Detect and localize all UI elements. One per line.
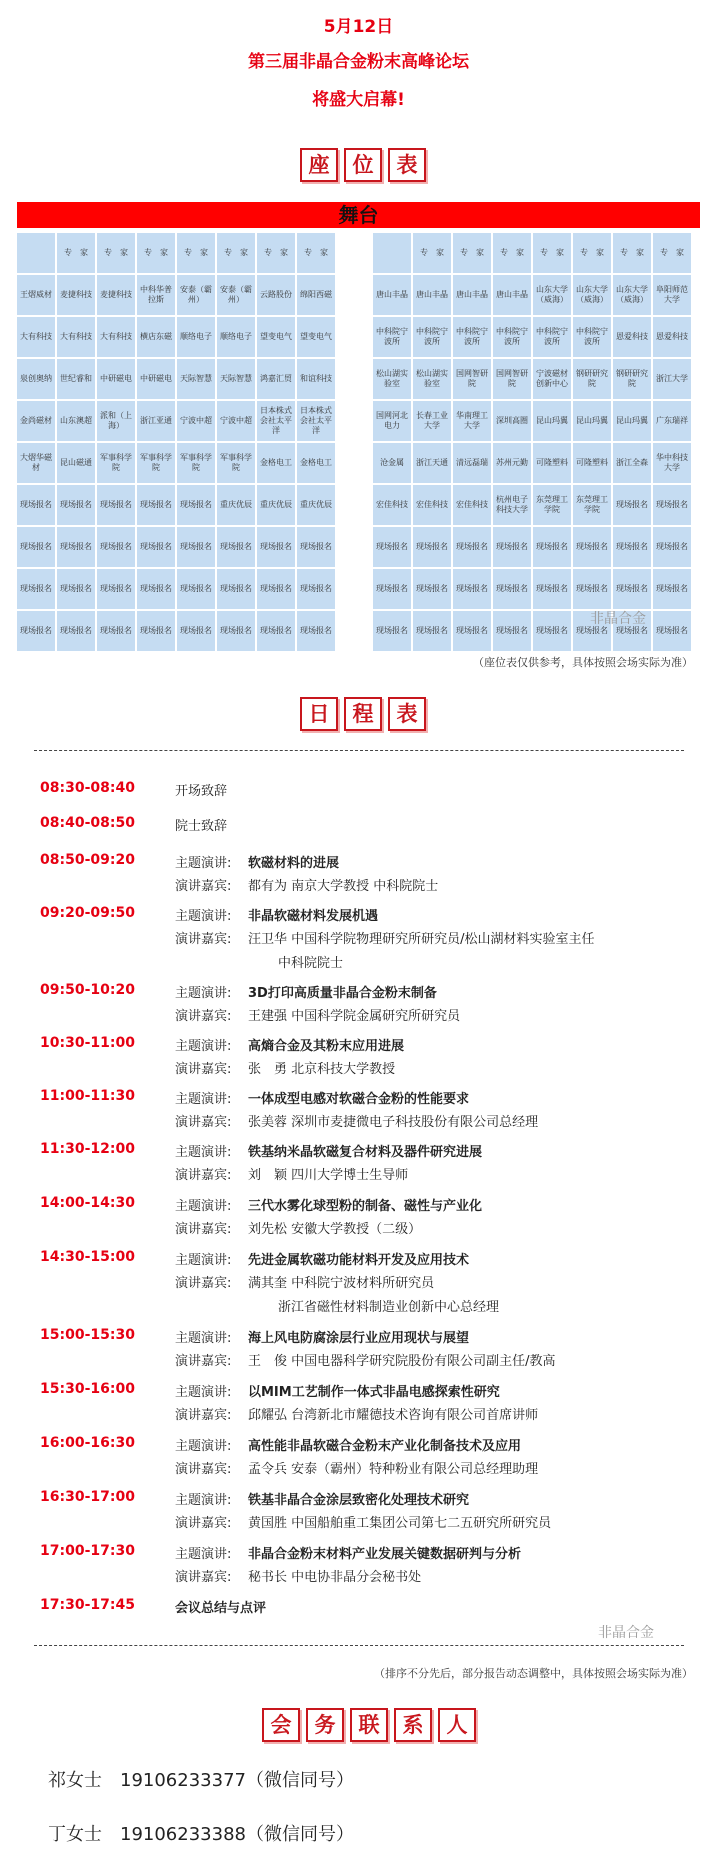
seat-cell: 现场报名 [613, 569, 651, 609]
seat-cell: 绵阳西磁 [297, 275, 335, 315]
schedule-label: 主题演讲: [175, 1331, 232, 1346]
seat-cell: 大有科技 [97, 317, 135, 357]
seat-cell: 现场报名 [533, 569, 571, 609]
seat-cell: 现场报名 [373, 569, 411, 609]
schedule-time: 11:30-12:00 [40, 1141, 135, 1157]
seat-cell: 宏佳科技 [453, 485, 491, 525]
seat-cell: 现场报名 [57, 485, 95, 525]
seat-cell: 唐山丰晶 [453, 275, 491, 315]
seat-cell: 可隆塑料 [533, 443, 571, 483]
seat-cell: 专 家 [137, 233, 175, 273]
speaker-info: 刘 颖 四川大学博士生导师 [248, 1168, 409, 1183]
event-title: 第三届非晶合金粉末高峰论坛 [248, 52, 469, 72]
schedule-label: 主题演讲: [175, 856, 232, 871]
seat-cell: 麦捷科技 [97, 275, 135, 315]
seat-cell: 现场报名 [137, 527, 175, 567]
divider [34, 750, 684, 751]
seat-cell: 重庆优辰 [257, 485, 295, 525]
schedule-time: 14:00-14:30 [40, 1195, 135, 1211]
seat-cell: 国网智研院 [453, 359, 491, 399]
seat-cell: 顺络电子 [217, 317, 255, 357]
seat-cell: 昆山磁通 [57, 443, 95, 483]
seat-cell: 军事科学院 [177, 443, 215, 483]
speaker-info: 汪卫华 中国科学院物理研究所研究员/松山湖材料实验室主任 [248, 932, 595, 947]
schedule-label: 主题演讲: [175, 1092, 232, 1107]
seat-cell: 专 家 [257, 233, 295, 273]
schedule-row [40, 982, 690, 1004]
seat-cell: 现场报名 [177, 527, 215, 567]
seat-cell: 王熠威材 [17, 275, 55, 315]
seat-grid-right [373, 233, 691, 651]
seat-cell: 中科院宁波所 [373, 317, 411, 357]
seat-cell: 国网河北电力 [373, 401, 411, 441]
seat-cell: 杭州电子科技大学 [493, 485, 531, 525]
seat-title-char: 座 [300, 148, 338, 182]
speaker-info: 刘先松 安徽大学教授（二级） [248, 1222, 422, 1237]
seat-cell: 现场报名 [493, 611, 531, 651]
schedule-row [40, 905, 690, 927]
schedule-time: 17:00-17:30 [40, 1543, 135, 1559]
schedule-label: 演讲嘉宾: [175, 1222, 232, 1237]
seat-cell: 国网智研院 [493, 359, 531, 399]
seat-cell: 现场报名 [653, 611, 691, 651]
seat-cell: 金格电工 [297, 443, 335, 483]
schedule-row [40, 815, 690, 837]
schedule-row [40, 1350, 690, 1372]
talk-topic: 铁基纳米晶软磁复合材料及器件研究进展 [248, 1145, 483, 1160]
schedule-label: 演讲嘉宾: [175, 1570, 232, 1585]
seat-cell: 军事科学院 [137, 443, 175, 483]
contact-2: 丁女士 19106233388（微信同号） [48, 1824, 354, 1845]
seat-cell: 中科院宁波所 [533, 317, 571, 357]
seat-cell: 军事科学院 [217, 443, 255, 483]
seat-cell: 山东澳超 [57, 401, 95, 441]
schedule-row [40, 852, 690, 874]
seat-cell: 中科院宁波所 [573, 317, 611, 357]
schedule-row [40, 1218, 690, 1240]
schedule-time: 09:50-10:20 [40, 982, 135, 998]
seat-cell: 现场报名 [453, 611, 491, 651]
seat-title-char: 位 [344, 148, 382, 182]
seat-cell: 望变电气 [257, 317, 295, 357]
seat-cell: 专 家 [653, 233, 691, 273]
seat-cell: 现场报名 [57, 527, 95, 567]
seat-cell: 现场报名 [17, 611, 55, 651]
seat-cell: 重庆优辰 [217, 485, 255, 525]
seat-cell: 山东大学（威海） [613, 275, 651, 315]
schedule-row [40, 1111, 690, 1133]
seat-cell: 望变电气 [297, 317, 335, 357]
schedule-row [40, 1404, 690, 1426]
seat-cell: 现场报名 [493, 527, 531, 567]
schedule-row [40, 928, 690, 950]
schedule-time: 17:30-17:45 [40, 1597, 135, 1613]
schedule-label: 开场致辞 [175, 784, 228, 799]
seat-cell: 昆山玛翼 [533, 401, 571, 441]
seat-cell: 现场报名 [533, 527, 571, 567]
speaker-info: 中科院院士 [278, 956, 344, 971]
schedule-row [40, 1381, 690, 1403]
event-date: 5月12日 [323, 17, 394, 37]
seat-cell: 现场报名 [373, 527, 411, 567]
contact-title-char: 务 [306, 1708, 344, 1742]
seat-cell: 大有科技 [57, 317, 95, 357]
schedule-row [40, 1597, 690, 1619]
schedule-row [40, 875, 690, 897]
schedule-label: 演讲嘉宾: [175, 1516, 232, 1531]
seat-cell: 中科院宁波所 [413, 317, 451, 357]
schedule-row [40, 1296, 690, 1318]
schedule-row [40, 1141, 690, 1163]
seat-cell: 现场报名 [137, 611, 175, 651]
seat-cell: 泉创奥纳 [17, 359, 55, 399]
schedule-row [40, 1088, 690, 1110]
seat-cell: 现场报名 [613, 485, 651, 525]
talk-topic: 海上风电防腐涂层行业应用现状与展望 [248, 1331, 470, 1346]
talk-topic: 非晶合金粉末材料产业发展关键数据研判与分析 [248, 1547, 522, 1562]
seat-cell: 日本株式会社太平洋 [297, 401, 335, 441]
seat-cell: 唐山丰晶 [493, 275, 531, 315]
schedule-row [40, 1195, 690, 1217]
seat-cell: 云路股份 [257, 275, 295, 315]
seat-cell: 现场报名 [413, 611, 451, 651]
seat-cell: 钢研研究院 [573, 359, 611, 399]
speaker-info: 孟令兵 安泰（霸州）特种粉业有限公司总经理助理 [248, 1462, 539, 1477]
seat-cell: 清远磊瑞 [453, 443, 491, 483]
contact-title [262, 1708, 476, 1742]
seat-cell: 现场报名 [177, 485, 215, 525]
schedule-label: 演讲嘉宾: [175, 1276, 232, 1291]
seat-cell: 现场报名 [177, 611, 215, 651]
seat-cell: 现场报名 [97, 527, 135, 567]
seat-cell: 金格电工 [257, 443, 295, 483]
seat-cell: 重庆优辰 [297, 485, 335, 525]
schedule-label: 主题演讲: [175, 1493, 232, 1508]
seat-cell: 现场报名 [653, 485, 691, 525]
seat-cell: 日本株式会社太平洋 [257, 401, 295, 441]
schedule-time: 11:00-11:30 [40, 1088, 135, 1104]
seat-cell: 专 家 [97, 233, 135, 273]
talk-topic: 铁基非晶合金涂层致密化处理技术研究 [248, 1493, 470, 1508]
seat-cell: 浙江大学 [653, 359, 691, 399]
seat-cell: 现场报名 [97, 611, 135, 651]
divider [34, 1645, 684, 1646]
seat-cell: 山东大学（威海） [573, 275, 611, 315]
schedule-time: 15:00-15:30 [40, 1327, 135, 1343]
seat-cell: 现场报名 [177, 569, 215, 609]
talk-topic: 三代水雾化球型粉的制备、磁性与产业化 [248, 1199, 483, 1214]
seat-cell [373, 233, 411, 273]
seat-cell: 现场报名 [297, 611, 335, 651]
seat-cell: 天际智慧 [177, 359, 215, 399]
contact-title-char: 会 [262, 1708, 300, 1742]
seat-grid-left [17, 233, 335, 651]
seat-cell: 现场报名 [297, 569, 335, 609]
schedule-title-char: 表 [388, 697, 426, 731]
seat-cell: 派和（上海） [97, 401, 135, 441]
schedule-row [40, 1327, 690, 1349]
seat-cell: 华南理工大学 [453, 401, 491, 441]
seat-cell: 中研磁电 [97, 359, 135, 399]
seat-cell: 浙江亚通 [137, 401, 175, 441]
schedule-row [40, 1249, 690, 1271]
seat-cell: 世纪睿和 [57, 359, 95, 399]
seat-cell: 松山湖实验室 [373, 359, 411, 399]
seat-cell: 浙江全森 [613, 443, 651, 483]
schedule-label: 主题演讲: [175, 1547, 232, 1562]
schedule-time: 08:30-08:40 [40, 780, 135, 796]
seat-cell: 可隆塑料 [573, 443, 611, 483]
seat-cell: 现场报名 [493, 569, 531, 609]
seat-cell: 天际智慧 [217, 359, 255, 399]
seat-cell: 中科院宁波所 [493, 317, 531, 357]
seat-cell: 专 家 [533, 233, 571, 273]
speaker-info: 秘书长 中电协非晶分会秘书处 [248, 1570, 422, 1585]
speaker-info: 黄国胜 中国船舶重工集团公司第七二五研究所研究员 [248, 1516, 552, 1531]
schedule-time: 09:20-09:50 [40, 905, 135, 921]
seat-cell: 宁波中超 [217, 401, 255, 441]
event-subtitle: 将盛大启幕! [312, 90, 405, 110]
seat-cell: 鸿嘉汇贸 [257, 359, 295, 399]
schedule-row [40, 1566, 690, 1588]
talk-topic: 先进金属软磁功能材料开发及应用技术 [248, 1253, 470, 1268]
seat-cell: 专 家 [217, 233, 255, 273]
schedule-title-char: 日 [300, 697, 338, 731]
seat-cell: 中科华普拉斯 [137, 275, 175, 315]
seat-cell: 现场报名 [613, 611, 651, 651]
seat-cell: 宏佳科技 [373, 485, 411, 525]
seat-cell: 唐山丰晶 [373, 275, 411, 315]
seat-cell: 现场报名 [257, 611, 295, 651]
seat-cell: 恩爱科技 [613, 317, 651, 357]
schedule-row [40, 1164, 690, 1186]
schedule-label: 演讲嘉宾: [175, 879, 232, 894]
schedule-label: 主题演讲: [175, 1199, 232, 1214]
speaker-info: 邱耀弘 台湾新北市耀德技术咨询有限公司首席讲师 [248, 1408, 539, 1423]
schedule-time: 08:40-08:50 [40, 815, 135, 831]
schedule-label: 演讲嘉宾: [175, 1462, 232, 1477]
seat-cell: 现场报名 [413, 569, 451, 609]
seat-cell: 松山湖实验室 [413, 359, 451, 399]
schedule-row [40, 1272, 690, 1294]
talk-topic: 高熵合金及其粉末应用进展 [248, 1039, 405, 1054]
seat-cell: 现场报名 [217, 569, 255, 609]
contact-1: 祁女士 19106233377（微信同号） [48, 1770, 354, 1791]
seat-cell: 现场报名 [257, 527, 295, 567]
stage-banner: 舞台 [17, 202, 700, 228]
seat-cell: 现场报名 [257, 569, 295, 609]
seat-cell: 专 家 [613, 233, 651, 273]
schedule-label: 主题演讲: [175, 1039, 232, 1054]
seat-cell: 专 家 [177, 233, 215, 273]
seat-cell: 宁波中超 [177, 401, 215, 441]
seat-cell: 安泰（霸州） [177, 275, 215, 315]
schedule-time: 16:30-17:00 [40, 1489, 135, 1505]
seat-cell: 昆山玛翼 [573, 401, 611, 441]
seat-cell: 现场报名 [137, 485, 175, 525]
seat-cell: 现场报名 [453, 527, 491, 567]
schedule-label: 演讲嘉宾: [175, 1115, 232, 1130]
schedule-label: 主题演讲: [175, 1145, 232, 1160]
seat-cell: 现场报名 [217, 611, 255, 651]
talk-topic: 高性能非晶软磁合金粉末产业化制备技术及应用 [248, 1439, 522, 1454]
seat-cell: 现场报名 [17, 569, 55, 609]
seat-cell: 现场报名 [297, 527, 335, 567]
speaker-info: 满其奎 中科院宁波材料所研究员 [248, 1276, 435, 1291]
seat-cell: 东莞理工学院 [533, 485, 571, 525]
schedule-row [40, 1435, 690, 1457]
seat-cell: 专 家 [297, 233, 335, 273]
seat-cell: 现场报名 [97, 569, 135, 609]
seat-cell [17, 233, 55, 273]
seat-cell: 现场报名 [533, 611, 571, 651]
seat-cell: 专 家 [573, 233, 611, 273]
seat-cell: 现场报名 [413, 527, 451, 567]
schedule-row [40, 1035, 690, 1057]
schedule-row [40, 1512, 690, 1534]
contact-title-char: 人 [438, 1708, 476, 1742]
schedule-label: 演讲嘉宾: [175, 1009, 232, 1024]
seat-cell: 现场报名 [373, 611, 411, 651]
seat-cell: 恩爱科技 [653, 317, 691, 357]
schedule-label: 演讲嘉宾: [175, 1354, 232, 1369]
speaker-info: 都有为 南京大学教授 中科院院士 [248, 879, 439, 894]
schedule-row [40, 952, 690, 974]
seat-cell: 钢研研究院 [613, 359, 651, 399]
talk-topic: 非晶软磁材料发展机遇 [248, 909, 379, 924]
seat-cell: 长春工业大学 [413, 401, 451, 441]
seat-cell: 现场报名 [653, 569, 691, 609]
schedule-row [40, 1543, 690, 1565]
seat-cell: 现场报名 [573, 569, 611, 609]
seat-cell: 中科院宁波所 [453, 317, 491, 357]
seat-cell: 东莞理工学院 [573, 485, 611, 525]
schedule-row [40, 1005, 690, 1027]
schedule-label: 主题演讲: [175, 986, 232, 1001]
seat-cell: 专 家 [57, 233, 95, 273]
schedule-row [40, 780, 690, 802]
seat-cell: 深圳高圈 [493, 401, 531, 441]
talk-topic: 3D打印高质量非晶合金粉末制备 [248, 986, 437, 1001]
seat-cell: 军事科学院 [97, 443, 135, 483]
seat-cell: 华中科技大学 [653, 443, 691, 483]
seat-cell: 现场报名 [573, 611, 611, 651]
speaker-info: 王建强 中国科学院金属研究所研究员 [248, 1009, 461, 1024]
schedule-note: （排序不分先后，部分报告动态调整中，具体按照会场实际为准） [374, 1667, 693, 1680]
schedule-row [40, 1489, 690, 1511]
seat-cell: 横店东磁 [137, 317, 175, 357]
talk-topic: 一体成型电感对软磁合金粉的性能要求 [248, 1092, 470, 1107]
seat-cell: 大熠华磁材 [17, 443, 55, 483]
seat-cell: 顺络电子 [177, 317, 215, 357]
schedule-label: 院士致辞 [175, 819, 228, 834]
seat-cell: 昆山玛翼 [613, 401, 651, 441]
seat-cell: 宏佳科技 [413, 485, 451, 525]
schedule-time: 15:30-16:00 [40, 1381, 135, 1397]
seat-cell: 苏州元勤 [493, 443, 531, 483]
talk-topic: 以MIM工艺制作一体式非晶电感探索性研究 [248, 1385, 500, 1400]
seat-cell: 现场报名 [57, 611, 95, 651]
schedule-title [300, 697, 426, 731]
seat-cell: 广东瑞祥 [653, 401, 691, 441]
seat-cell: 浙江天通 [413, 443, 451, 483]
talk-topic: 软磁材料的进展 [248, 856, 340, 871]
seat-cell: 现场报名 [613, 527, 651, 567]
schedule-label: 主题演讲: [175, 1439, 232, 1454]
seat-cell: 大有科技 [17, 317, 55, 357]
schedule-label: 演讲嘉宾: [175, 1168, 232, 1183]
seat-cell: 和谊科技 [297, 359, 335, 399]
watermark: 非晶合金 [590, 611, 646, 627]
seat-cell: 现场报名 [97, 485, 135, 525]
seat-cell: 专 家 [493, 233, 531, 273]
seat-cell: 山东大学（威海） [533, 275, 571, 315]
seat-cell: 现场报名 [17, 485, 55, 525]
schedule-time: 16:00-16:30 [40, 1435, 135, 1451]
seat-cell: 现场报名 [217, 527, 255, 567]
seat-cell: 现场报名 [453, 569, 491, 609]
seat-cell: 金尚磁材 [17, 401, 55, 441]
schedule-label: 主题演讲: [175, 1253, 232, 1268]
seat-cell: 现场报名 [137, 569, 175, 609]
schedule-label: 会议总结与点评 [175, 1601, 267, 1616]
schedule-time: 10:30-11:00 [40, 1035, 135, 1051]
schedule-title-char: 程 [344, 697, 382, 731]
seat-cell: 安泰（霸州） [217, 275, 255, 315]
schedule-label: 演讲嘉宾: [175, 1062, 232, 1077]
speaker-info: 张 勇 北京科技大学教授 [248, 1062, 396, 1077]
seat-chart-title [300, 148, 426, 182]
speaker-info: 王 俊 中国电器科学研究院股份有限公司副主任/教高 [248, 1354, 556, 1369]
seat-cell: 阜阳师范大学 [653, 275, 691, 315]
seat-cell: 专 家 [413, 233, 451, 273]
seat-cell: 麦捷科技 [57, 275, 95, 315]
schedule-label: 主题演讲: [175, 909, 232, 924]
seat-cell: 专 家 [453, 233, 491, 273]
seat-title-char: 表 [388, 148, 426, 182]
schedule-row [40, 1058, 690, 1080]
seat-cell: 现场报名 [57, 569, 95, 609]
seat-cell: 中研磁电 [137, 359, 175, 399]
contact-title-char: 联 [350, 1708, 388, 1742]
watermark: 非晶合金 [598, 1625, 654, 1641]
schedule-label: 演讲嘉宾: [175, 932, 232, 947]
seat-cell: 现场报名 [17, 527, 55, 567]
schedule-label: 演讲嘉宾: [175, 1408, 232, 1423]
contact-title-char: 系 [394, 1708, 432, 1742]
seat-cell: 现场报名 [573, 527, 611, 567]
speaker-info: 浙江省磁性材料制造业创新中心总经理 [278, 1300, 500, 1315]
seat-cell: 唐山丰晶 [413, 275, 451, 315]
speaker-info: 张美蓉 深圳市麦捷微电子科技股份有限公司总经理 [248, 1115, 539, 1130]
schedule-row [40, 1458, 690, 1480]
schedule-label: 主题演讲: [175, 1385, 232, 1400]
seat-note: （座位表仅供参考，具体按照会场实际为准） [473, 656, 693, 669]
schedule-time: 14:30-15:00 [40, 1249, 135, 1265]
seat-cell: 宁波磁材创新中心 [533, 359, 571, 399]
seat-cell: 现场报名 [653, 527, 691, 567]
seat-cell: 沧金属 [373, 443, 411, 483]
schedule-time: 08:50-09:20 [40, 852, 135, 868]
